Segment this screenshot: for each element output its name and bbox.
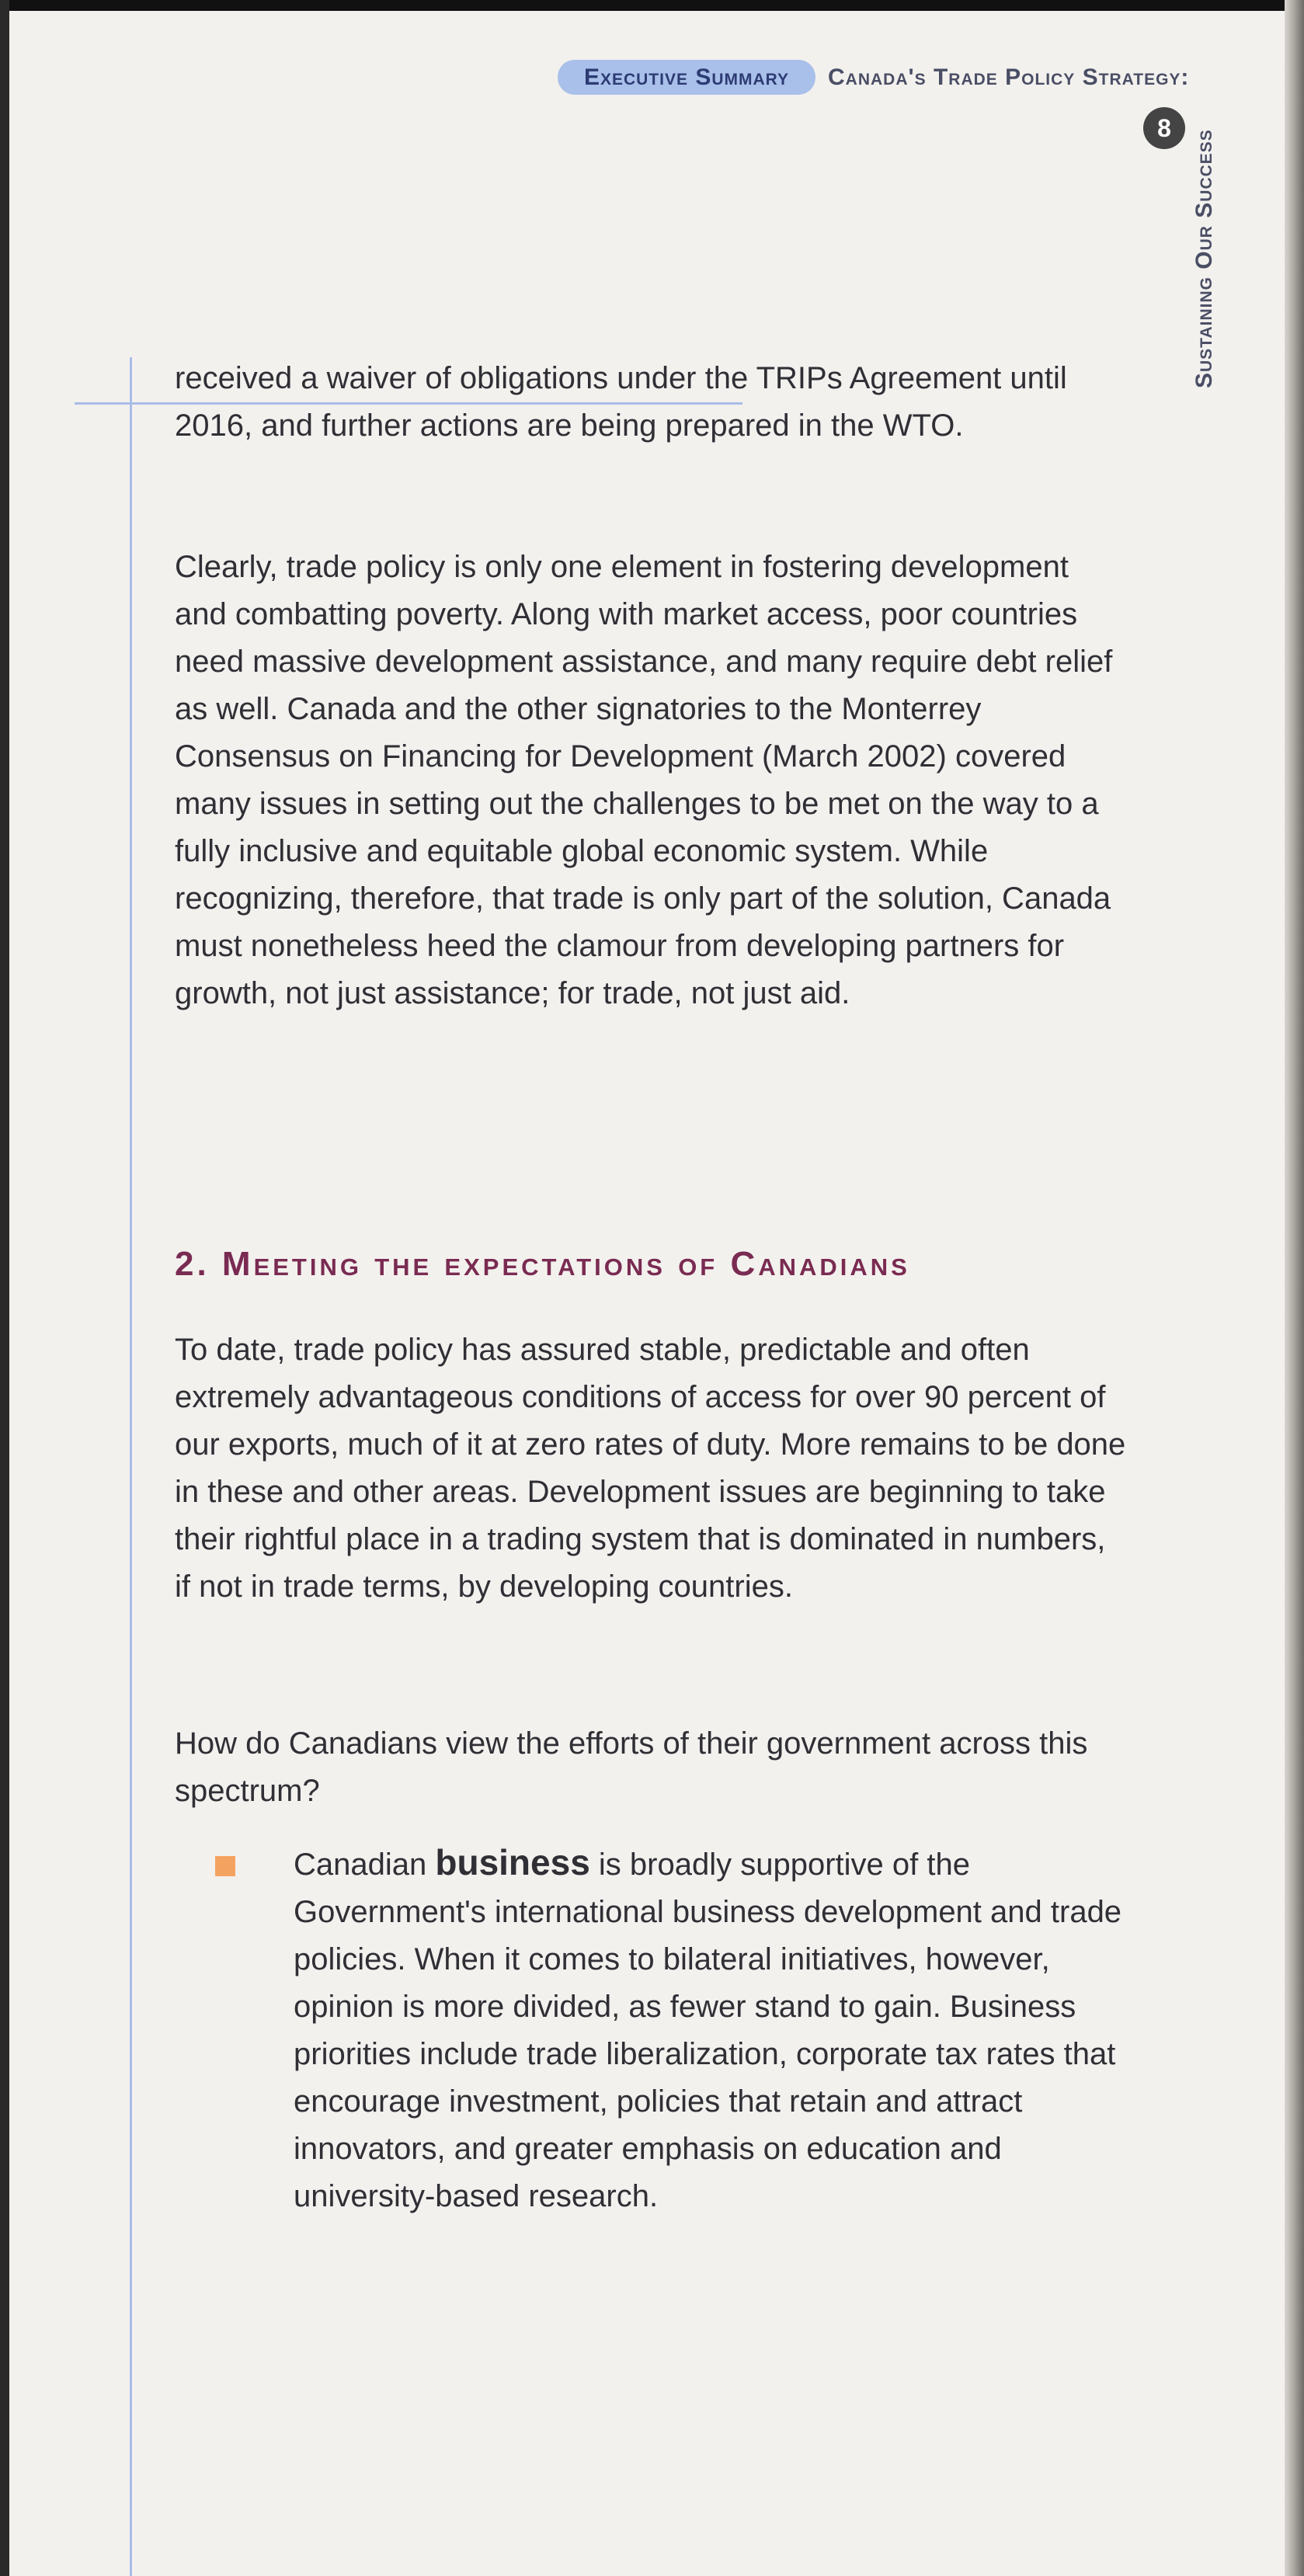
scan-left-edge — [0, 0, 9, 2576]
section-label: Executive Summary — [583, 64, 790, 90]
bullet-body: is broadly supportive of the Government's international business development and trade policies. When it comes to bilateral initiatives, however, opinion is more divided, as fewer stand to gain. Business priorities include trade liberalization, corporate tax rates that encourage investment, policies that retain and attract innovators, and greater emphasis on education and university-based research. — [294, 1848, 1122, 2213]
paragraph-development: Clearly, trade policy is only one element in fostering development and combatting poverty. Along with market access, poor countries need massive development assistance, and many require debt relief as well. Canada and the other signatories to the Monterrey Consensus on Financing for Development (March 2002) covered many issues in setting out the challenges to be met on the way to a fully inclusive and equitable global economic system. While recognizing, therefore, that trade is only part of the solution, Canada must nonetheless heed the clamour from developing partners for growth, not just assistance; for trade, not just aid. — [175, 550, 1113, 1010]
bullet-business — [294, 1839, 1136, 2220]
document-title: Canada's Trade Policy Strategy: — [828, 64, 1190, 90]
page-binding-edge — [1285, 0, 1304, 2576]
bullet-keyword: business — [435, 1842, 590, 1882]
paragraph-trips: received a waiver of obligations under the TRIPs Agreement until 2016, and further actions are being prepared in the WTO. — [175, 361, 1067, 443]
page-number-badge: 8 — [1143, 107, 1185, 149]
paragraph-question: How do Canadians view the efforts of their government across this spectrum? — [175, 1726, 1088, 1808]
margin-rule-vertical — [130, 357, 132, 2576]
section-label-pill — [558, 60, 815, 95]
bullet-square-icon — [215, 1856, 235, 1876]
scan-top-edge — [0, 0, 1304, 11]
paragraph-trade-policy: To date, trade policy has assured stable, predictable and often extremely advantageous conditions of access for over 90 percent of our exports, much of it at zero rates of duty. More remains to be done in these and other areas. Development issues are beginning to take their rightful place in a trading system that is dominated in numbers, if not in trade terms, by developing countries. — [175, 1333, 1126, 1604]
document-subtitle: Sustaining Our Success — [1191, 129, 1217, 388]
bullet-prefix: Canadian — [294, 1848, 436, 1882]
section-heading: 2. Meeting the expectations of Canadians — [175, 1245, 910, 1283]
